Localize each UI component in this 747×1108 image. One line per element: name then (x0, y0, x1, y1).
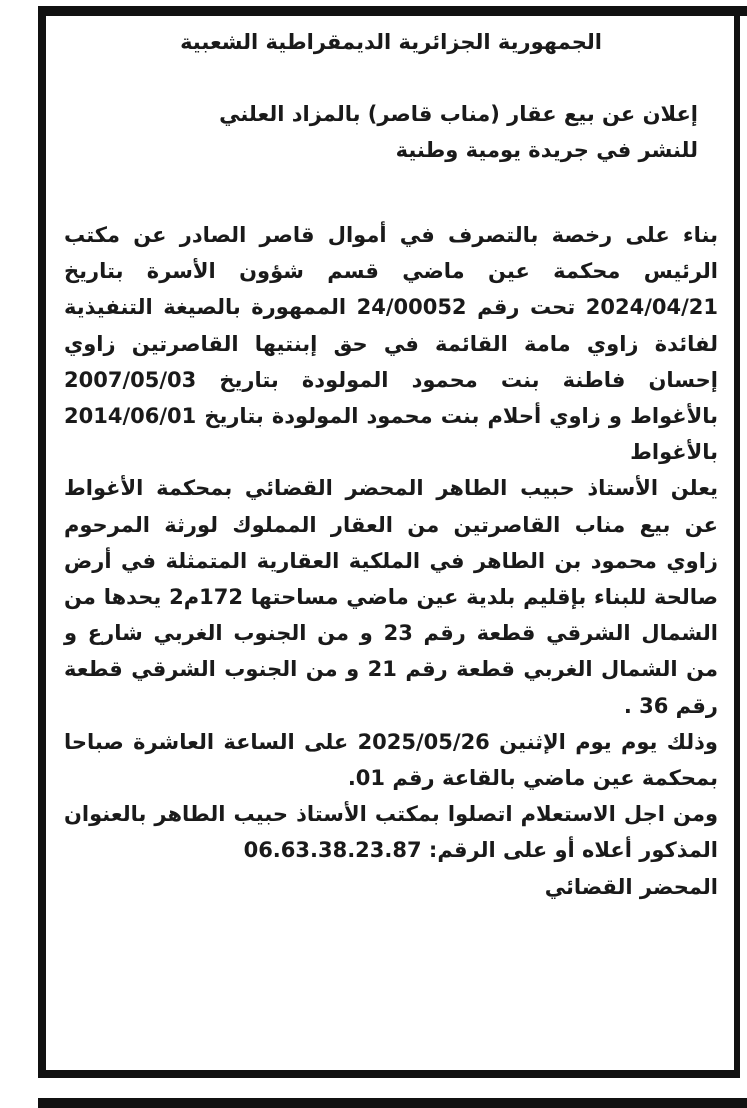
contact-paragraph: ومن اجل الاستعلام اتصلوا بمكتب الأستاذ حبيب الطاهر بالعنوان المذكور أعلاه أو على الرقم: 06.63.38.23.87 (64, 802, 718, 863)
signature: المحضر القضائي (544, 874, 718, 899)
bottom-rule (38, 1098, 747, 1108)
date-paragraph: وذلك يوم يوم الإثنين 2025/05/26 على الساعة العاشرة صباحا بمحكمة عين ماضي بالقاعة رقم 01. (64, 729, 718, 791)
notice-body (64, 217, 718, 905)
notice-title (64, 96, 718, 168)
notice-document (64, 24, 718, 905)
title-line-1: إعلان عن بيع عقار (مناب قاصر) بالمزاد العلني (219, 102, 698, 126)
top-rule (38, 6, 747, 16)
authorization-paragraph: بناء على رخصة بالتصرف في أموال قاصر الصادر عن مكتب الرئيس محكمة عين ماضي قسم شؤون الأسرة بتاريخ 2024/04/21 تحت رقم 24/00052 الممهورة بالصيغة التنفيذية لفائدة زاوي مامة القائمة في حق إبنتيها القاصرتين زاوي إحسان فاطنة بنت محمود المولودة بتاريخ 2007/05/03 بالأغواط و زاوي أحلام بنت محمود المولودة بتاريخ 2014/06/01 بالأغواط (64, 223, 718, 465)
sale-paragraph: يعلن الأستاذ حبيب الطاهر المحضر القضائي بمحكمة الأغواط عن بيع مناب القاصرتين من العقار المملوك لورثة المرحوم زاوي محمود بن الطاهر في الملكية العقارية المتمثلة في أرض صالحة للبناء بإقليم بلدية عين ماضي مساحتها 172م2 يحدها من الشمال الشرقي قطعة رقم 23 و من الجنوب الغربي شارع و من الشمال الغربي قطعة رقم 21 و من الجنوب الشرقي قطعة رقم 36 . (64, 476, 718, 718)
notice-frame (38, 16, 740, 1078)
title-line-2: للنشر في جريدة يومية وطنية (395, 138, 698, 162)
republic-header: الجمهورية الجزائرية الديمقراطية الشعبية (180, 30, 602, 54)
